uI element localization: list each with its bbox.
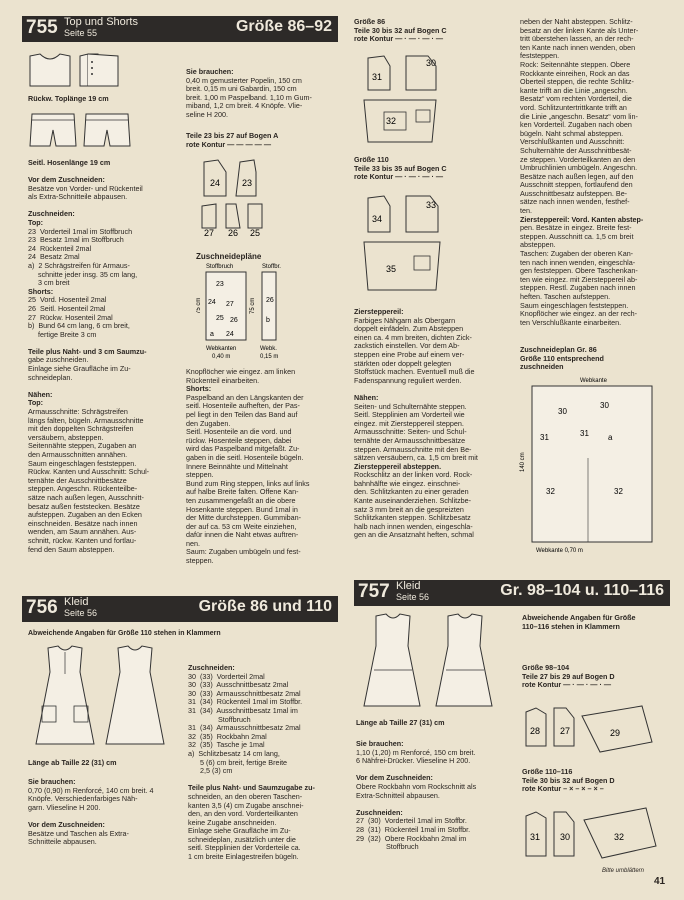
text-line: Obere Rockbahn vom Rockschnitt als [356,781,477,791]
s755-parts-diagram [196,156,340,242]
text-line: stärkten oder doppelt gelegten [354,358,452,368]
page-number: 41 [654,876,666,887]
text-line: eingez. mit Ziersteppereil steppen. [354,418,464,428]
plan-label: Stoffbr. [262,264,281,270]
text-line: besatz an der linken Kante als Unter- [520,25,639,35]
col4-instructions [520,18,672,330]
text-line: Innere Beinnähte und Mittelnaht [186,461,288,471]
text-line: Armausschnitte: Schrägstreifen [28,407,128,417]
svg-text:31: 31 [372,72,383,82]
text-line: zackstich einstellen. Vor dem Ab- [354,341,460,351]
text-line: Knopflöcher wie eingez. am linken [186,368,296,376]
text-line: neben der Naht absteppen. Schlitz- [520,18,633,26]
text-line: Abweichende Angaben für Größe [522,614,636,622]
s756-instructions-col1 [28,778,180,878]
text-line: 30 (33) Ausschnittbesatz 2mal [188,680,289,690]
text-line: wird das Paspelband mitgefaßt. Zu- [186,444,300,454]
text-line: steppen. Angeschn. Rückenteilbe- [28,484,138,494]
text-line: Ziersteppereil: [354,308,404,316]
text-line: einschneiden. Besätze nach innen [28,518,138,528]
text-line: Teile plus Naht- und Saumzugabe zu- [188,783,315,793]
text-line: 29 (32) Obere Rockbahn 2mal im [356,833,467,843]
text-line: 28 (31) Rückenteil 1mal im Stoffbr. [356,824,471,834]
svg-text:23: 23 [216,281,224,288]
text-line: Teile 23 bis 27 auf Bogen A [186,132,279,140]
col3-heading-size110 [354,156,514,186]
text-line: 27 (30) Vorderteil 1mal im Stoffbr. [356,816,467,826]
text-line: Stoffstück machen. Eventuell muß die [354,367,475,377]
text-line: 26 Seitl. Hosenteil 2mal [28,303,106,313]
s757-heading-size98 [522,664,672,692]
s756-instructions-col2 [188,664,340,876]
text-line: gen feststeppen. Obere Taschenkan- [520,266,638,276]
pattern-title: Kleid [64,596,89,608]
pattern-page-ref: Seite 56 [396,592,430,602]
text-line: Teile 30 bis 32 auf Bogen C [354,25,447,35]
svg-text:0,15 m: 0,15 m [260,354,279,360]
svg-text:Webkanten: Webkanten [206,346,237,352]
svg-text:Webk.: Webk. [260,346,277,352]
s755-instructions-col2 [186,368,342,574]
s757-parts-size110 [522,800,672,862]
text-line: steppen. [186,470,214,480]
text-line: 0,70 (0,90) m Renforcé, 140 cm breit. 4 [28,785,154,795]
svg-text:26: 26 [266,297,274,304]
text-line: fertige Breite 3 cm [28,329,97,339]
text-line: gaben in die seitl. Hosenteile bügeln. [186,452,304,462]
s757-instructions [356,740,516,870]
svg-text:32: 32 [614,832,625,842]
text-line: ten. [520,206,532,216]
svg-text:b: b [266,317,270,324]
text-line: schnitte jeder insg. 35 cm lang, [28,269,138,279]
text-line: a) Schlitzbesatz 14 cm lang, [188,748,280,758]
text-line: keine Zugabe anschneiden. [188,817,277,827]
svg-text:Webkante 0,70 m: Webkante 0,70 m [536,548,583,554]
text-line: ten nach innen wenden, eingeschla- [520,257,636,267]
s755-parts-heading [186,132,340,152]
text-line: Top: [28,217,44,227]
svg-text:26: 26 [230,317,238,324]
text-line: breit. 1,00 m Paspelband. 1,10 m Gum- [186,92,312,102]
svg-text:75 cm: 75 cm [250,297,256,314]
text-line: seitl. Hosenteile aufheften, der Pas- [186,401,300,411]
dress-756-illustration [30,644,180,754]
text-line: besatz außen feststecken. Besätze [28,501,140,511]
section-755-header [22,16,338,42]
text-line: Saum eingeschlagen feststeppen. [520,300,629,310]
svg-text:a: a [608,433,613,442]
col3-parts-size110 [356,190,516,294]
text-line: ze steppen. Vorderteilkanten an den [520,154,636,164]
text-line: Shorts: [186,384,212,394]
text-line: pen. Besätze in eingez. Breite fest- [520,223,632,233]
text-line: zuschneiden [520,362,564,372]
svg-text:27: 27 [226,301,234,308]
text-line: gabe zuschneiden. [28,355,89,365]
s755-materials [186,68,340,124]
pattern-page-ref: Seite 56 [64,608,98,618]
text-line [354,385,516,394]
text-line: sätzen versäubern, ca. 1,5 cm breit mit [354,453,478,463]
text-line: Extra-Schnitteil abpausen. [356,790,440,800]
text-line: miband, 1,2 cm breit. 4 Knöpfe. Vlie- [186,101,303,111]
svg-text:25: 25 [250,228,261,238]
svg-text:30: 30 [426,58,437,68]
text-line: 2,5 (3) cm [188,766,233,776]
text-line: wenden, am Saum annähen. Aus- [28,527,137,537]
text-line: den Zugaben. [186,418,231,428]
text-line: die Linie „angeschn. Besatz“ vom lin- [520,111,638,121]
text-line: Paspelband an den Längskanten der [186,392,304,402]
text-line: Besätze und Taschen als Extra- [28,828,129,838]
text-line: steppen. Ausschnitt ca. 1,5 cm breit [520,231,634,241]
svg-text:23: 23 [242,178,253,188]
plan-label: Webkante [580,378,607,384]
text-line: heften. Taschen aufsteppen. [520,292,611,301]
text-line: ten Kante nach innen wenden, oben [520,42,636,52]
text-line: kante trifft an die Linie „angeschn. [520,85,628,95]
text-line: rote Kontur — · — · — · — [354,34,444,44]
text-line: Größe 110 entsprechend [520,353,604,363]
text-line: Schlitzkanten steppen. Schlitzbesatz [354,513,471,523]
text-line: 6 Nähfrei-Drücker. Vlieseline H 200. [356,756,471,766]
text-line: Farbiges Nähgarn als Obergarn [354,315,456,325]
text-line: Ziersteppereil absteppen. [354,461,442,471]
text-line: Sie brauchen: [356,740,404,748]
text-line: Taschen: Zugaben der oberen Kan- [520,249,634,259]
svg-text:0,40 m: 0,40 m [212,354,231,360]
svg-text:33: 33 [426,200,437,210]
pattern-title: Top und Shorts [64,16,138,28]
svg-text:30: 30 [600,401,609,410]
text-line: längs falten, bügeln. Armausschnitte [28,415,144,425]
text-line: Vor dem Zuschneiden: [356,773,433,783]
text-line: sätze nach außen legen, Ausschnitt- [28,492,144,502]
svg-text:31: 31 [540,433,549,442]
svg-text:31: 31 [580,429,589,438]
text-line: Einlage siehe Graufläche im Zu- [188,826,291,836]
col3-instructions [354,308,516,558]
text-line: 32 (35) Rockbahn 2mal [188,731,267,741]
svg-text:a: a [210,331,214,338]
text-line: 31 (34) Rückenteil 1mal im Stoffbr. [188,697,303,707]
text-line: 27 Rückw. Hosenteil 2mal [28,312,113,322]
text-line: Ausschnittbesatz aufsteppen. Be- [520,188,628,198]
col4-cutting-plan [518,374,668,556]
pattern-size: Größe 86 und 110 [198,598,332,615]
text-line: 30 (33) Armausschnittbesatz 2mal [188,688,301,698]
text-line: Ausschnitt steppen, fortlaufend den [520,180,633,190]
svg-text:30: 30 [560,832,571,842]
text-line: Nähen: [28,389,53,399]
text-line: Größe 110 [354,156,389,164]
text-line: fend den Saum absteppen. [28,544,115,554]
text-line: Zuschneiden: [356,807,403,817]
svg-text:24: 24 [210,178,221,188]
text-line: Ziersteppereil: Vord. Kanten abstep- [520,214,644,224]
turn-page-note: Bitte umblättern [602,868,645,874]
text-line: Verschlußkanten und Ausschnitt: [520,137,625,147]
svg-text:32: 32 [386,116,397,126]
text-line: halb nach innen wenden, eingeschla- [354,521,473,531]
text-line: Rockschlitz an der linken vord. Rock- [354,470,473,480]
text-line: ken Vorderteil. Zugaben nach oben [520,120,632,130]
svg-text:28: 28 [530,726,541,736]
text-line: 31 (34) Ausschnittbesatz 1mal im [188,705,298,715]
text-line: 24 Besatz 2mal [28,252,80,262]
col4-plan-heading [520,346,672,374]
text-line: tritt überstehen lassen, an der rech- [520,34,634,44]
text-line: Bund zum Ring steppen, links auf links [186,478,310,488]
text-line: ten zusammengefaßt an die obere [186,495,296,505]
text-line: 0,40 m gemusterter Popelin, 150 cm [186,75,302,85]
text-line: Besätze von Vorder- und Rückenteil [28,183,143,193]
s755-instructions-col1 [28,176,180,576]
text-line: absteppen. [520,240,556,250]
text-line: b) Bund 64 cm lang, 6 cm breit, [28,321,130,331]
pattern-page-ref: Seite 55 [64,28,98,38]
text-line: Sie brauchen: [186,68,234,76]
text-line: dafür innen die Naht etwas auftren- [186,530,299,540]
text-line: Top: [28,398,44,408]
text-line: steppen eine Probe auf einem ver- [354,349,465,359]
text-line: rote Kontur – × – × – × – [522,784,604,794]
text-line: garn. Vlieseline H 200. [28,802,101,812]
text-line: nen. [186,538,200,548]
text-line: mit den doppelten Schrägstreifen [28,424,134,434]
text-line: Rock: Seitennähte steppen. Obere [520,59,631,69]
plan-label: Stoffbruch [206,264,234,270]
top-caption: Rückw. Toplänge 19 cm [28,94,109,103]
text-line: auf halbe Breite falten. Offene Kan- [186,487,299,497]
text-line: Stoffbruch [188,714,251,724]
text-line: 31 (34) Armausschnittbesatz 2mal [188,723,301,733]
text-line: bügeln. Naht schmal absteppen. [520,128,624,138]
text-line: Zuschneiden: [188,664,235,672]
text-line: 1 cm breite Einlagestreifen bügeln. [188,852,299,862]
text-line: Rockkante einreihen, Rock an das [520,68,630,78]
dress-757-illustration [356,610,510,714]
svg-text:30: 30 [558,407,567,416]
svg-text:29: 29 [610,728,621,738]
text-line: Teile 30 bis 32 auf Bogen D [522,775,615,785]
text-line: der auf ca. 53 cm Weite einziehen, [186,521,297,531]
svg-text:140 cm: 140 cm [520,452,526,472]
pattern-title: Kleid [396,580,421,592]
text-line: versäubern, absteppen. [28,432,104,442]
text-line: 3 cm breit [28,278,70,288]
text-line: den. Schlitzkanten zu einer geraden [354,487,469,497]
text-line: als Extra-Schnitteile abpausen. [28,192,128,202]
text-line: schneiden, an den oberen Taschen- [188,791,303,801]
text-line: Größe 86 [354,18,386,26]
s757-parts-size98 [522,696,672,756]
svg-text:35: 35 [386,264,397,274]
pattern-size: Gr. 98–104 u. 110–116 [500,582,664,599]
text-line: Hosenkante steppen. Bund 1mal in [186,504,298,514]
text-line: steppen. Restl. Zugaben nach innen [520,283,636,293]
text-line: Seiten- und Schulternähte steppen. [354,401,467,411]
col3-parts-size86 [356,50,516,146]
text-line: ternähte der Ausschnittbesätze [28,475,127,485]
text-line: seline H 200. [186,109,228,119]
text-line: Armausschnitte: Seiten- und Schul- [354,427,467,437]
shorts-caption: Seitl. Hosenlänge 19 cm [28,158,111,167]
text-line: 5 (6) cm breit, fertige Breite [188,757,288,767]
text-line: ternähte der Armausschnittbesätze [354,435,466,445]
text-line: Shorts: [28,286,54,296]
text-line: gen an die Ansatznaht heften, schmal [354,530,474,540]
s756-size-note: Abweichende Angaben für Größe 110 stehen in Klammern [28,630,221,637]
text-line: Zuschneiden: [28,209,75,219]
text-line: der Mitte durchsteppen. Gummiban- [186,513,302,523]
col3-heading-size86 [354,18,514,48]
text-line: rote Kontur — · — · — · — [354,172,444,182]
svg-text:75 cm: 75 cm [196,297,202,314]
text-line: Rückenteil einarbeiten. [186,375,260,385]
text-line: Zuschneideplan Gr. 86 [520,346,597,354]
pattern-number: 756 [26,597,58,618]
text-line: steppen. [186,556,214,566]
text-line: Einlage siehe Graufläche im Zu- [28,364,131,374]
svg-text:34: 34 [372,214,383,224]
text-line: schnitt, rückw. Kanten und fortlau- [28,535,137,545]
svg-text:32: 32 [614,487,623,496]
text-line: Teile 27 bis 29 auf Bogen D [522,671,615,681]
text-line: ten Verschlußkante einarbeiten. [520,317,622,327]
text-line: sätze nach innen wenden, festhef- [520,197,630,207]
text-line: Seitl. Hosenteile an die vord. und [186,427,292,437]
text-line: Oberteil steppen, die rechte Schlitz- [520,77,634,87]
text-line: Größe 110–116 [522,768,573,776]
text-line: a) 2 Schrägstreifen für Armaus- [28,260,130,270]
s755-plan-title: Zuschneidepläne [196,252,262,261]
pattern-number: 757 [358,581,390,602]
text-line: Seitl. Stepplinien am Vorderteil wie [354,410,465,420]
text-line: rote Kontur — · — · — · — [522,680,612,690]
text-line: Größe 98–104 [522,664,570,672]
text-line: 23 Vorderteil 1mal im Stoffbruch [28,226,133,236]
text-line: den, an den vord. Vorderteilkanten [188,809,298,819]
text-line: Schnitteile abpausen. [28,837,97,847]
text-line: rückw. Hosenteile steppen, dabei [186,435,292,445]
text-line: Rückw. Kanten und Ausschnitt: Schul- [28,467,150,477]
section-757-header [354,580,670,606]
text-line: den Armausschnitten annähen. [28,450,128,459]
dress-756-caption: Länge ab Taille 22 (31) cm [28,758,117,767]
text-line: einen ca. 4 mm breiten, dichten Zick- [354,332,472,342]
text-line: pel liegt in den Teilen das Band auf [186,409,298,419]
text-line: Stoffbruch [356,842,419,852]
svg-text:24: 24 [208,299,216,306]
text-line: doppelt einfädeln. Zum Absteppen [354,324,464,334]
text-line: satz 3 mm breit an die gespreizten [354,504,464,514]
pattern-size: Größe 86–92 [235,18,332,35]
text-line: 25 Vord. Hosenteil 2mal [28,295,107,305]
text-line: Knopflöcher wie eingez. an der rech- [520,309,638,319]
text-line: ten wie eingez. mit Ziersteppereil ab- [520,274,638,284]
svg-text:31: 31 [530,832,541,842]
svg-text:32: 32 [546,487,555,496]
text-line: Fadenspannung reguliert werden. [354,375,462,385]
text-line: Seitennähte steppen, Zugaben an [28,441,137,451]
text-line: Vor dem Zuschneiden: [28,176,105,184]
text-line: Knöpfe. Verschiedenfarbiges Näh- [28,794,138,804]
text-line: Besätze nach außen legen, auf den [520,171,634,181]
text-line: breit. 0,15 m uni Gabardin, 150 cm [186,84,297,94]
text-line: rote Kontur — — — — — [186,139,272,149]
text-line: feststeppen. [520,51,560,61]
s757-size-note [522,614,672,634]
dress-757-caption: Länge ab Taille 27 (31) cm [356,718,445,727]
svg-text:24: 24 [226,331,234,338]
text-line: Nähen: [354,392,379,402]
text-line: Saum: Zugaben umbügeln und fest- [186,547,301,557]
text-line: aufsteppen. Zugaben an den Ecken [28,510,142,520]
text-line: Teile 33 bis 35 auf Bogen C [354,163,447,173]
text-line: kanten 3,5 (4) cm Zugabe anschnei- [188,800,304,810]
svg-text:27: 27 [560,726,571,736]
svg-text:26: 26 [228,228,239,238]
text-line: 30 (33) Vorderteil 2mal [188,671,265,681]
s755-cutting-plan [196,262,340,366]
s757-heading-size110 [522,768,672,796]
text-line: vord. Schlitzuntertrittkante trifft an [520,102,627,112]
text-line: Schulternähte der Ausschnittbesät- [520,145,632,155]
text-line: Sie brauchen: [28,778,76,786]
top-illustration [26,50,126,90]
text-line: 110–116 stehen in Klammern [522,621,620,631]
text-line: Kante auseinanderziehen. Schlitzbe- [354,496,472,506]
text-line: Saum eingeschlagen feststeppen. [28,458,137,468]
text-line: 32 (35) Tasche je 1mal [188,740,265,750]
text-line: 1,10 (1,20) m Renforcé, 150 cm breit. [356,747,476,757]
text-line: Besatz“ vom rechten Vorderteil, die [520,94,632,104]
text-line: Umbruchlinien umbügeln. Angeschn. [520,163,638,173]
text-line: seitl. Stepplinien der Vorderteile ca. [188,843,301,853]
section-756-header [22,596,338,622]
shorts-illustration [26,108,136,154]
text-line: steppen. Armausschnitte mit den Be- [354,444,472,454]
text-line: 24 Rückenteil 2mal [28,243,92,253]
text-line: schneideplan, zusätzlich unter die [188,834,296,844]
text-line: schneideplan. [28,372,73,382]
text-line: 23 Besatz 1mal im Stoffbruch [28,235,124,245]
text-line: Vor dem Zuschneiden: [28,819,105,829]
pattern-number: 755 [26,17,58,38]
text-line: Teile plus Naht- und 3 cm Saumzu- [28,346,147,356]
svg-text:27: 27 [204,228,215,238]
svg-text:25: 25 [216,315,224,322]
text-line: bahnhälfte wie eingez. einschnei- [354,478,461,488]
